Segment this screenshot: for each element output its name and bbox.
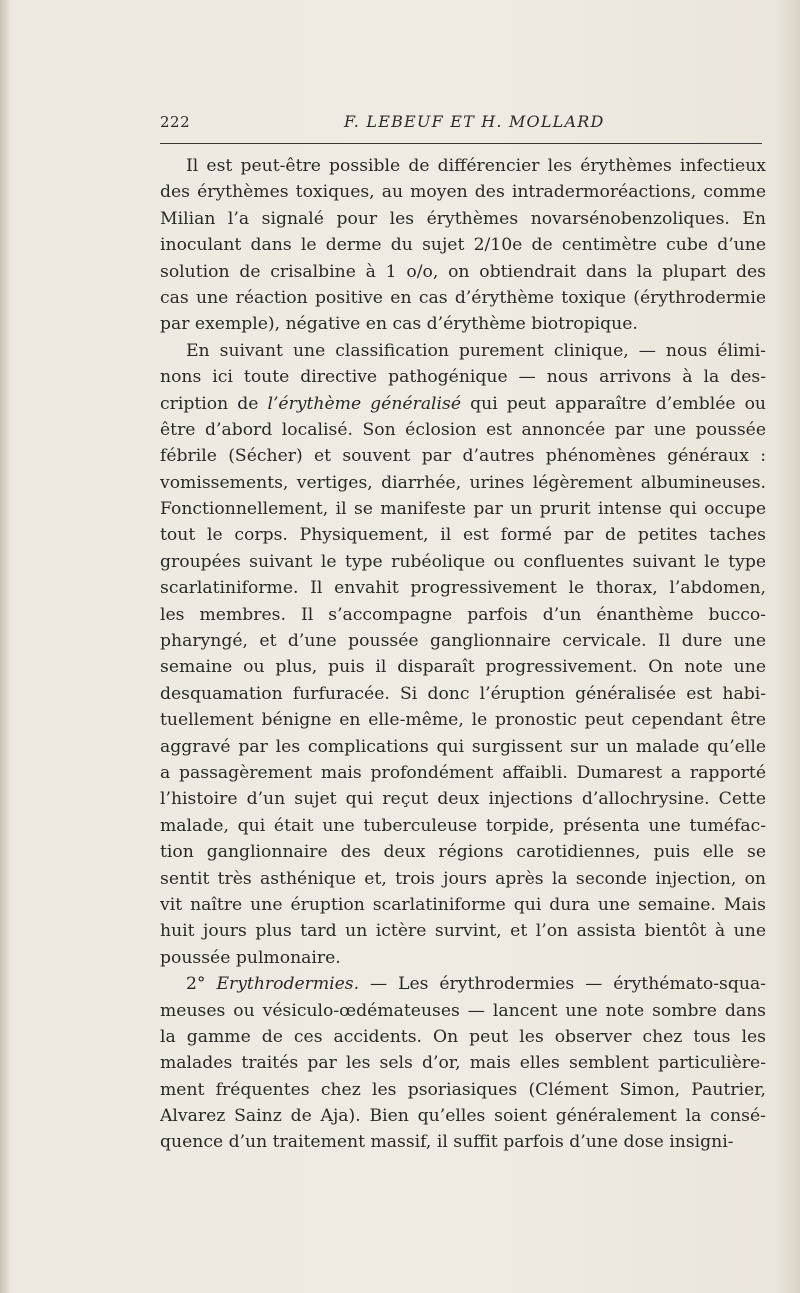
text-line: tuellement bénigne en elle-même, le pronostic peut cependant être: [160, 710, 766, 731]
text-line: nons ici toute directive pathogénique — nous arrivons à la des-: [160, 367, 766, 388]
running-title: F. LEBEUF ET H. MOLLARD: [344, 112, 605, 131]
text-line: par exemple), négative en cas d’érythème biotropique.: [160, 314, 638, 335]
text-line: Milian l’a signalé pour les érythèmes novarsénobenzoliques. En: [160, 208, 766, 229]
page-spine-shadow: [0, 0, 9, 1293]
text-run: cription de: [160, 393, 268, 414]
text-line: aggravé par les complications qui surgissent sur un malade qu’elle: [160, 736, 766, 757]
page-header: [160, 113, 762, 143]
italic-term: l’érythème généralisé: [267, 393, 462, 414]
text-line: malade, qui était une tuberculeuse torpide, présenta une tuméfac-: [160, 815, 766, 836]
text-run: qui peut apparaître d’emblée ou: [461, 393, 766, 414]
text-line: des érythèmes toxiques, au moyen des intradermoréactions, comme: [160, 182, 766, 203]
text-line: l’histoire d’un sujet qui reçut deux injections d’allochrysine. Cette: [160, 789, 766, 810]
text-line: sentit très asthénique et, trois jours après la seconde injection, on: [160, 868, 766, 889]
italic-term: Erythrodermies.: [216, 974, 360, 995]
text-line: inoculant dans le derme du sujet 2/10e de centimètre cube d’une: [160, 235, 766, 256]
text-line: malades traités par les sels d’or, mais elles semblent particulière-: [160, 1053, 766, 1074]
text-run: 2°: [186, 974, 217, 995]
text-line: tion ganglionnaire des deux régions carotidiennes, puis elle se: [160, 842, 766, 863]
text-line: pharyngé, et d’une poussée ganglionnaire cervicale. Il dure une: [160, 631, 766, 652]
text-line: Alvarez Sainz de Aja). Bien qu’elles soient généralement la consé-: [160, 1106, 766, 1127]
text-line: [160, 971, 766, 997]
text-line: a passagèrement mais profondément affaibli. Dumarest a rapporté: [160, 762, 766, 783]
text-line: la gamme de ces accidents. On peut les observer chez tous les: [160, 1026, 766, 1047]
text-line: desquamation furfuracée. Si donc l’éruption généralisée est habi-: [160, 683, 766, 704]
text-line: cas une réaction positive en cas d’érythème toxique (érythrodermie: [160, 287, 766, 308]
text-line: Fonctionnellement, il se manifeste par un prurit intense qui occupe: [160, 499, 766, 520]
text-line: vomissements, vertiges, diarrhée, urines légèrement albumineuses.: [160, 472, 766, 493]
text-line: les membres. Il s’accompagne parfois d’un énanthème bucco-: [160, 604, 766, 625]
text-line: Il est peut-être possible de différencier les érythèmes infectieux: [186, 156, 766, 176]
text-line: En suivant une classification purement clinique, — nous élimi-: [186, 340, 766, 361]
text-line: semaine ou plus, puis il disparaît progressivement. On note une: [160, 657, 766, 678]
text-line: vit naître une éruption scarlatiniforme qui dura une semaine. Mais: [160, 894, 766, 915]
text-line: huit jours plus tard un ictère survint, et l’on assista bientôt à une: [160, 921, 766, 942]
text-line: être d’abord localisé. Son éclosion est annoncée par une poussée: [160, 419, 766, 440]
text-line: fébrile (Sécher) et souvent par d’autres phénomènes généraux :: [160, 446, 766, 467]
body-text: [160, 153, 766, 1156]
text-line: ment fréquentes chez les psoriasiques (Clément Simon, Pautrier,: [160, 1079, 766, 1100]
header-rule: [160, 143, 762, 144]
text-line: poussée pulmonaire.: [160, 947, 341, 968]
text-run: — Les érythrodermies — érythémato-squa-: [359, 974, 766, 995]
page-number: 222: [160, 113, 191, 131]
text-line: solution de crisalbine à 1 o/o, on obtiendrait dans la plupart des: [160, 261, 766, 282]
text-line: groupées suivant le type rubéolique ou confluentes suivant le type: [160, 551, 766, 572]
text-line: quence d’un traitement massif, il suffit parfois d’une dose insigni-: [160, 1132, 734, 1153]
text-line: scarlatiniforme. Il envahit progressivement le thorax, l’abdomen,: [160, 578, 766, 599]
text-line: meuses ou vésiculo-œdémateuses — lancent une note sombre dans: [160, 1000, 766, 1021]
text-line: [160, 391, 766, 417]
text-line: tout le corps. Physiquement, il est formé par de petites taches: [160, 525, 766, 546]
